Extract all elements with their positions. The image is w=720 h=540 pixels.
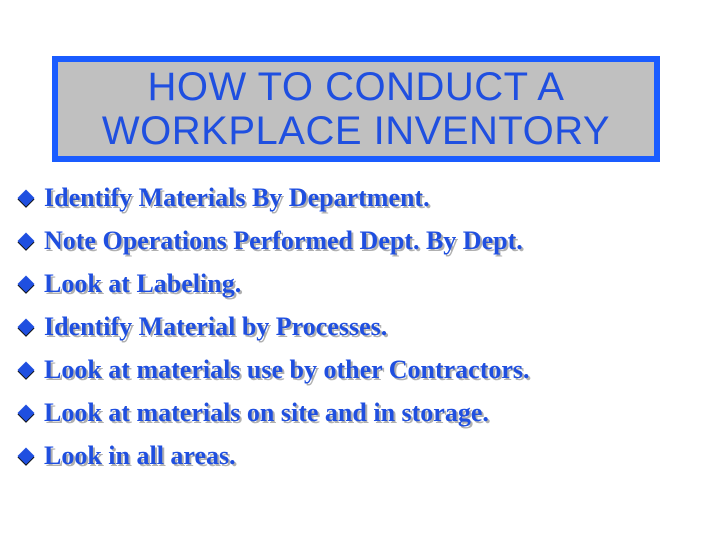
diamond-bullet-icon [18, 405, 34, 421]
diamond-bullet-icon [18, 319, 34, 335]
bullet-text: Look in all areas. [44, 441, 236, 470]
bullet-item-all-areas [18, 436, 530, 476]
bullet-item-other-contractors [18, 350, 530, 390]
bullet-item-note-operations [18, 221, 530, 261]
page-title-line-2: WORKPLACE INVENTORY [101, 109, 611, 153]
bullet-item-look-at-labeling [18, 264, 530, 304]
diamond-bullet-icon [18, 362, 34, 378]
bullet-text: Identify Material by Processes. [44, 312, 388, 341]
bullet-list [18, 178, 530, 479]
bullet-text: Look at materials use by other Contractors. [44, 355, 530, 384]
diamond-bullet-icon [18, 190, 34, 206]
diamond-bullet-icon [18, 233, 34, 249]
bullet-text: Note Operations Performed Dept. By Dept. [44, 226, 523, 255]
diamond-bullet-icon [18, 276, 34, 292]
bullet-item-identify-materials [18, 178, 530, 218]
page-title-line-1: HOW TO CONDUCT A [147, 65, 565, 109]
title-box [52, 56, 660, 162]
bullet-text: Look at Labeling. [44, 269, 242, 298]
diamond-bullet-icon [18, 448, 34, 464]
bullet-text: Look at materials on site and in storage. [44, 398, 489, 427]
bullet-text: Identify Materials By Department. [44, 183, 430, 212]
bullet-item-identify-processes [18, 307, 530, 347]
bullet-item-site-and-storage [18, 393, 530, 433]
